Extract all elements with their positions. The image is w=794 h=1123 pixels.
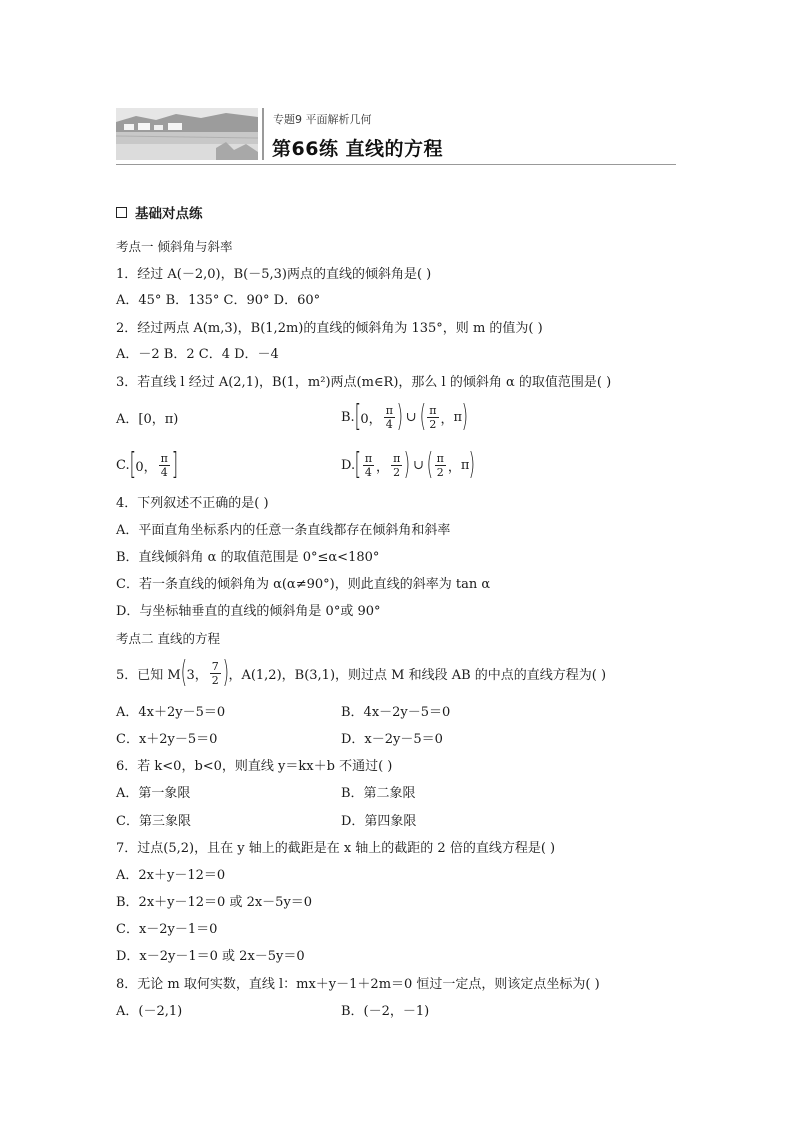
option-label: C. <box>116 457 130 473</box>
fraction-7-over-2: $\frac{7}{2}$ <box>211 659 219 687</box>
bracket: ) <box>403 447 411 482</box>
bracket: [ <box>354 399 361 434</box>
bracket: [ <box>354 447 362 482</box>
question-5-option-a: A．4x＋2y－5＝0 <box>116 705 226 720</box>
question-8-option-b: B．(－2，－1) <box>341 1004 430 1019</box>
section-title: 基础对点练 <box>135 206 203 222</box>
math-text: ， <box>447 459 461 475</box>
bracket: ) <box>396 399 404 434</box>
kaodian-1-heading: 考点一 倾斜角与斜率 <box>116 239 233 254</box>
bracket: ( <box>419 399 426 434</box>
question-2-options: A．－2 B．2 C．4 D．－4 <box>116 347 279 362</box>
math-text: 3， <box>186 667 208 683</box>
fraction-pi-over-2: $\frac{\pi}{2}$ <box>436 451 444 479</box>
question-7-option-a: A．2x＋y－12＝0 <box>116 868 226 883</box>
question-3-option-b <box>341 399 469 434</box>
question-4-option-b: B．直线倾斜角 α 的取值范围是 0°≤α<180° <box>116 550 380 565</box>
kaodian-2-heading: 考点二 直线的方程 <box>116 631 220 646</box>
bracket: [ <box>129 447 136 482</box>
question-4-stem: 4．下列叙述不正确的是( ) <box>116 496 269 511</box>
question-3-stem: 3．若直线 l 经过 A(2,1)，B(1，m²)两点(m∈R)，那么 l 的倾斜角 α 的取值范围是( ) <box>116 375 612 390</box>
fraction-pi-over-4: $\frac{\pi}{4}$ <box>160 451 168 479</box>
math-text: 0， <box>360 411 382 427</box>
question-3-option-c <box>116 447 178 482</box>
question-5-stem <box>116 655 607 690</box>
question-2-stem: 2．经过两点 A(m,3)，B(1,2m)的直线的倾斜角为 135°，则 m 的值为( ) <box>116 321 543 336</box>
question-7-option-c: C．x－2y－1＝0 <box>116 922 218 937</box>
header-divider <box>262 108 264 160</box>
math-text: ， <box>440 411 454 427</box>
option-label: D. <box>341 457 356 473</box>
question-6-stem: 6．若 k<0，b<0，则直线 y＝kx＋b 不通过( ) <box>116 759 393 774</box>
union-symbol: ∪ <box>405 409 417 425</box>
question-4-option-c: C．若一条直线的倾斜角为 α(α≠90°)，则此直线的斜率为 tan α <box>116 577 491 592</box>
question-7-option-d: D．x－2y－1＝0 或 2x－5y＝0 <box>116 949 305 964</box>
question-6-option-b: B．第二象限 <box>341 786 416 801</box>
landscape-illustration <box>116 108 258 160</box>
question-6-option-a: A．第一象限 <box>116 786 191 801</box>
question-7-option-b: B．2x＋y－12＝0 或 2x－5y＝0 <box>116 895 313 910</box>
bracket: ( <box>426 447 434 482</box>
question-1-stem: 1．经过 A(－2,0)，B(－5,3)两点的直线的倾斜角是( ) <box>116 267 432 282</box>
question-5-option-b: B．4x－2y－5＝0 <box>341 705 451 720</box>
fraction-pi-over-2: $\frac{\pi}{2}$ <box>429 403 437 431</box>
math-text: 0， <box>135 459 157 475</box>
header-rule <box>116 164 676 165</box>
header-topic: 专题9 平面解析几何 <box>273 113 372 126</box>
question-1-options: A．45° B．135° C．90° D．60° <box>116 293 321 308</box>
fraction-pi-over-4: $\frac{\pi}{4}$ <box>364 451 373 479</box>
section-heading <box>116 205 203 223</box>
question-8-stem: 8．无论 m 取何实数，直线 l：mx＋y－1＋2m＝0 恒过一定点，则该定点坐标为( ) <box>116 977 600 992</box>
bracket: ) <box>461 399 469 434</box>
question-3-option-d <box>341 447 476 482</box>
math-text: π <box>460 457 470 473</box>
question-5-option-c: C．x＋2y－5＝0 <box>116 732 218 747</box>
question-4-option-d: D．与坐标轴垂直的直线的倾斜角是 0°或 90° <box>116 604 381 619</box>
question-6-option-d: D．第四象限 <box>341 814 417 829</box>
math-text: ，A(1,2)，B(3,1)，则过点 M 和线段 AB 的中点的直线方程为( ) <box>228 667 607 683</box>
bracket: ] <box>171 447 178 482</box>
question-7-stem: 7．过点(5,2)，且在 y 轴上的截距是在 x 轴上的截距的 2 倍的直线方程是( ) <box>116 841 556 856</box>
checkbox-icon <box>116 207 127 218</box>
question-5-option-d: D．x－2y－5＝0 <box>341 732 443 747</box>
question-8-option-a: A．(－2,1) <box>116 1004 183 1019</box>
math-text: ， <box>376 459 390 475</box>
fraction-pi-over-4: $\frac{\pi}{4}$ <box>385 403 393 431</box>
math-text: π <box>453 409 463 425</box>
question-3-option-a: A．[0，π) <box>116 412 179 427</box>
bracket: ( <box>180 655 187 690</box>
page-title: 第66练 直线的方程 <box>272 138 444 160</box>
header-landscape-image <box>116 108 258 160</box>
question-6-option-c: C．第三象限 <box>116 814 191 829</box>
question-4-option-a: A．平面直角坐标系内的任意一条直线都存在倾斜角和斜率 <box>116 523 451 538</box>
fraction-pi-over-2: $\frac{\pi}{2}$ <box>393 451 401 479</box>
union-symbol: ∪ <box>413 457 424 473</box>
option-label: B. <box>341 409 355 425</box>
bracket: ) <box>469 447 476 482</box>
bracket: ) <box>222 655 229 690</box>
math-text: 5．已知 M <box>116 667 181 683</box>
